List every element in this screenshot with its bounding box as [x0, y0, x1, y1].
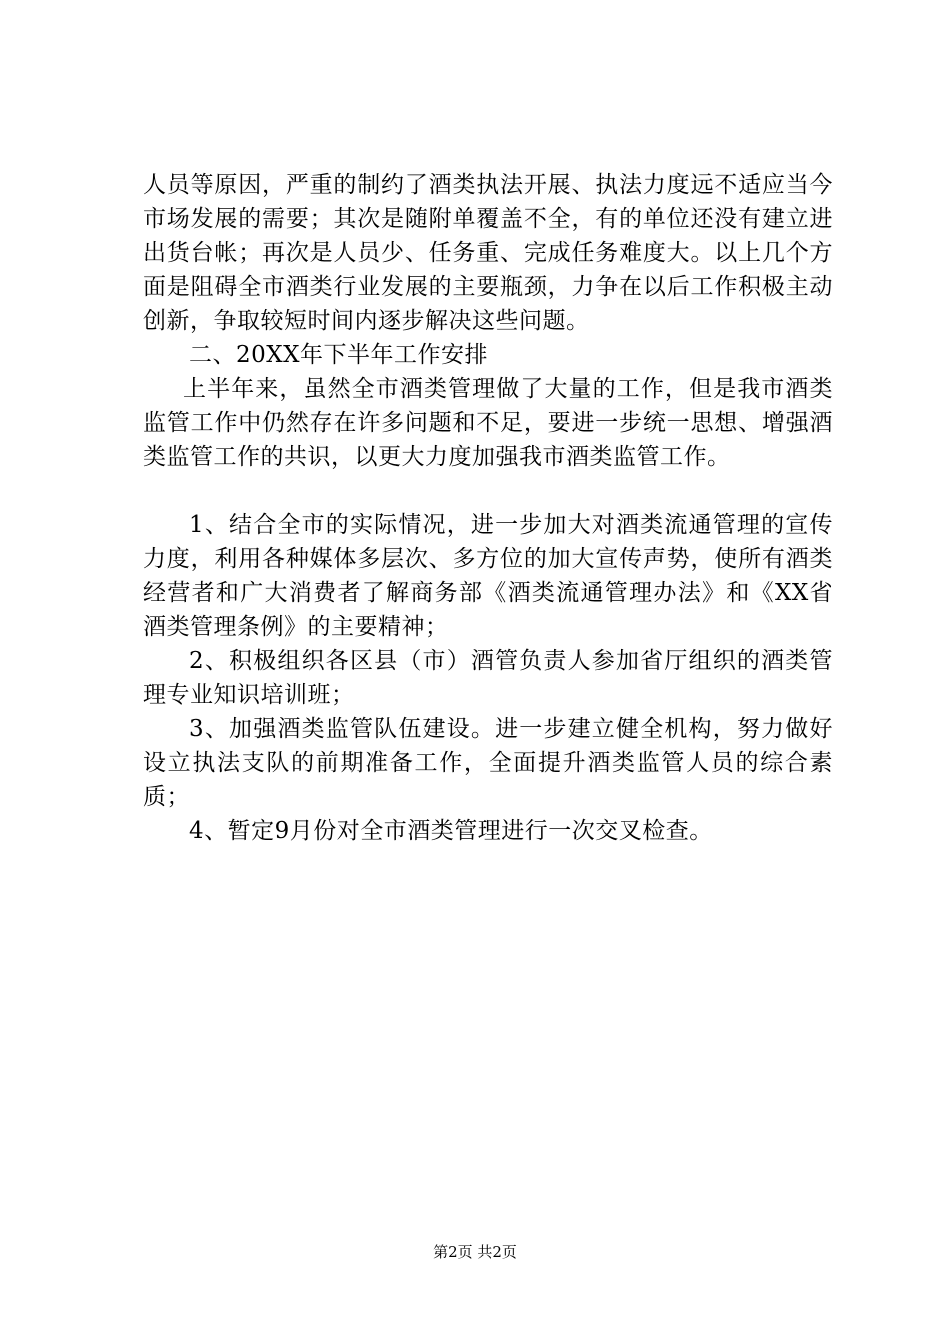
paragraph-problems: 人员等原因，严重的制约了酒类执法开展、执法力度远不适应当今市场发展的需要；其次是随附单覆盖不全，有的单位还没有建立进出货台帐；再次是人员少、任务重、完成任务难度大。以上几个方面是阻碍全市酒类行业发展的主要瓶颈，力争在以后工作积极主动创新，争取较短时间内逐步解决这些问题。: [143, 172, 833, 334]
document-body: [143, 168, 833, 848]
paragraph-spacer: [143, 474, 833, 508]
section-heading-second-half-plan: 二、20XX年下半年工作安排: [189, 342, 489, 368]
paragraph-first-half-summary: 上半年来，虽然全市酒类管理做了大量的工作，但是我市酒类监管工作中仍然存在许多问题和不足，要进一步统一思想、增强酒类监管工作的共识，以更大力度加强我市酒类监管工作。: [143, 376, 833, 470]
list-item-1: 1、结合全市的实际情况，进一步加大对酒类流通管理的宣传力度，利用各种媒体多层次、多方位的加大宣传声势，使所有酒类经营者和广大消费者了解商务部《酒类流通管理办法》和《XX省酒类管理条例》的主要精神；: [143, 512, 833, 640]
list-item-3: 3、加强酒类监管队伍建设。进一步建立健全机构，努力做好设立执法支队的前期准备工作，全面提升酒类监管人员的综合素质；: [143, 716, 833, 810]
page-number-footer: 第2页 共2页: [433, 1243, 517, 1261]
list-item-4: 4、暂定9月份对全市酒类管理进行一次交叉检查。: [189, 818, 713, 844]
list-item-2: 2、积极组织各区县（市）酒管负责人参加省厅组织的酒类管理专业知识培训班；: [143, 648, 833, 708]
